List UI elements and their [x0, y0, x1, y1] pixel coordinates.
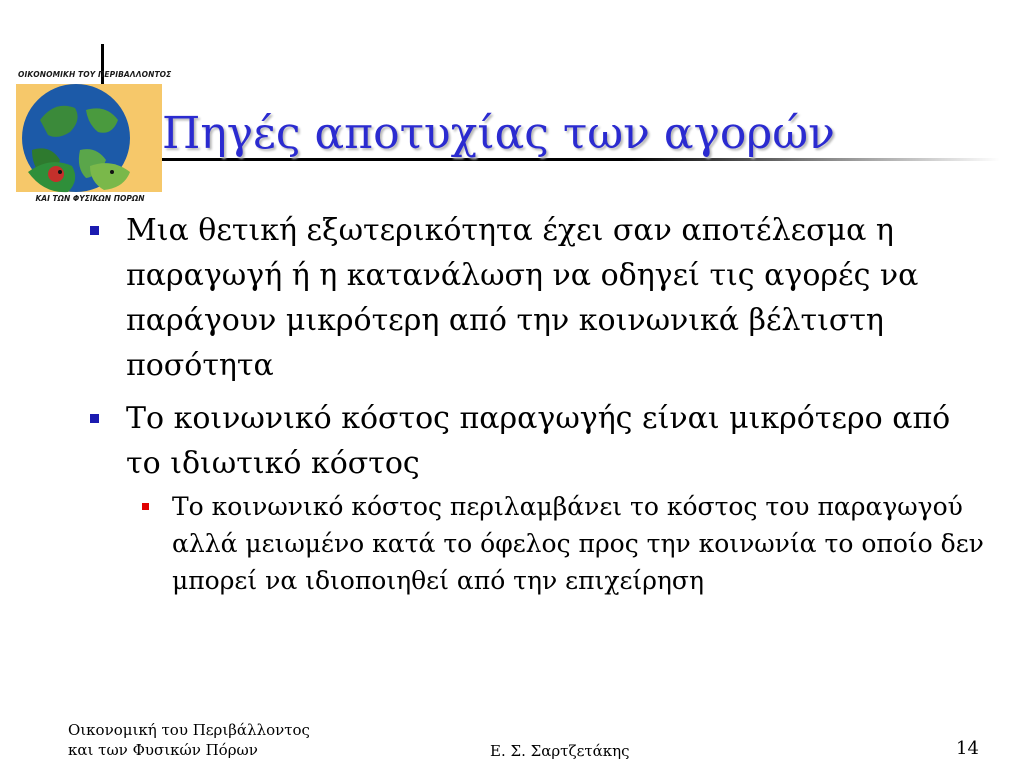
- bullet-item: [90, 396, 990, 486]
- globe-parrot-icon: [20, 80, 160, 198]
- footer-author: Ε. Σ. Σαρτζετάκης: [490, 742, 630, 760]
- small-square-bullet-icon: [142, 503, 149, 510]
- square-bullet-icon: [90, 226, 99, 235]
- slide-title: Πηγές αποτυχίας των αγορών: [162, 108, 835, 159]
- slide-body: [90, 208, 990, 599]
- footer-course-line-1: Οικονομική του Περιβάλλοντος: [68, 721, 310, 739]
- page-number: 14: [956, 738, 979, 759]
- bullet-item: [90, 208, 990, 388]
- footer-course-line-2: και των Φυσικών Πόρων: [68, 741, 258, 759]
- sub-bullet-text: Το κοινωνικό κόστος περιλαμβάνει το κόστος του παραγωγού αλλά μειωμένο κατά το όφελος προς την κοινωνία το οποίο δεν μπορεί να ιδιοποιηθεί από την επιχείρηση: [172, 492, 984, 595]
- footer-course-title: [68, 720, 310, 760]
- course-logo: [14, 66, 172, 206]
- logo-top-text: ΟΙΚΟΝΟΜΙΚΗ ΤΟΥ ΠΕΡΙΒΑΛΛΟΝΤΟΣ: [18, 70, 172, 79]
- bullet-text: Μια θετική εξωτερικότητα έχει σαν αποτέλεσμα η παραγωγή ή η κατανάλωση να οδηγεί τις αγορές να παράγουν μικρότερη από την κοινωνικά βέλτιστη ποσότητα: [126, 213, 919, 383]
- logo-bottom-text: ΚΑΙ ΤΩΝ ΦΥΣΙΚΩΝ ΠΟΡΩΝ: [35, 194, 145, 203]
- square-bullet-icon: [90, 414, 99, 423]
- bullet-text: Το κοινωνικό κόστος παραγωγής είναι μικρότερο από το ιδιωτικό κόστος: [126, 401, 951, 481]
- sub-bullet-item: [142, 488, 990, 599]
